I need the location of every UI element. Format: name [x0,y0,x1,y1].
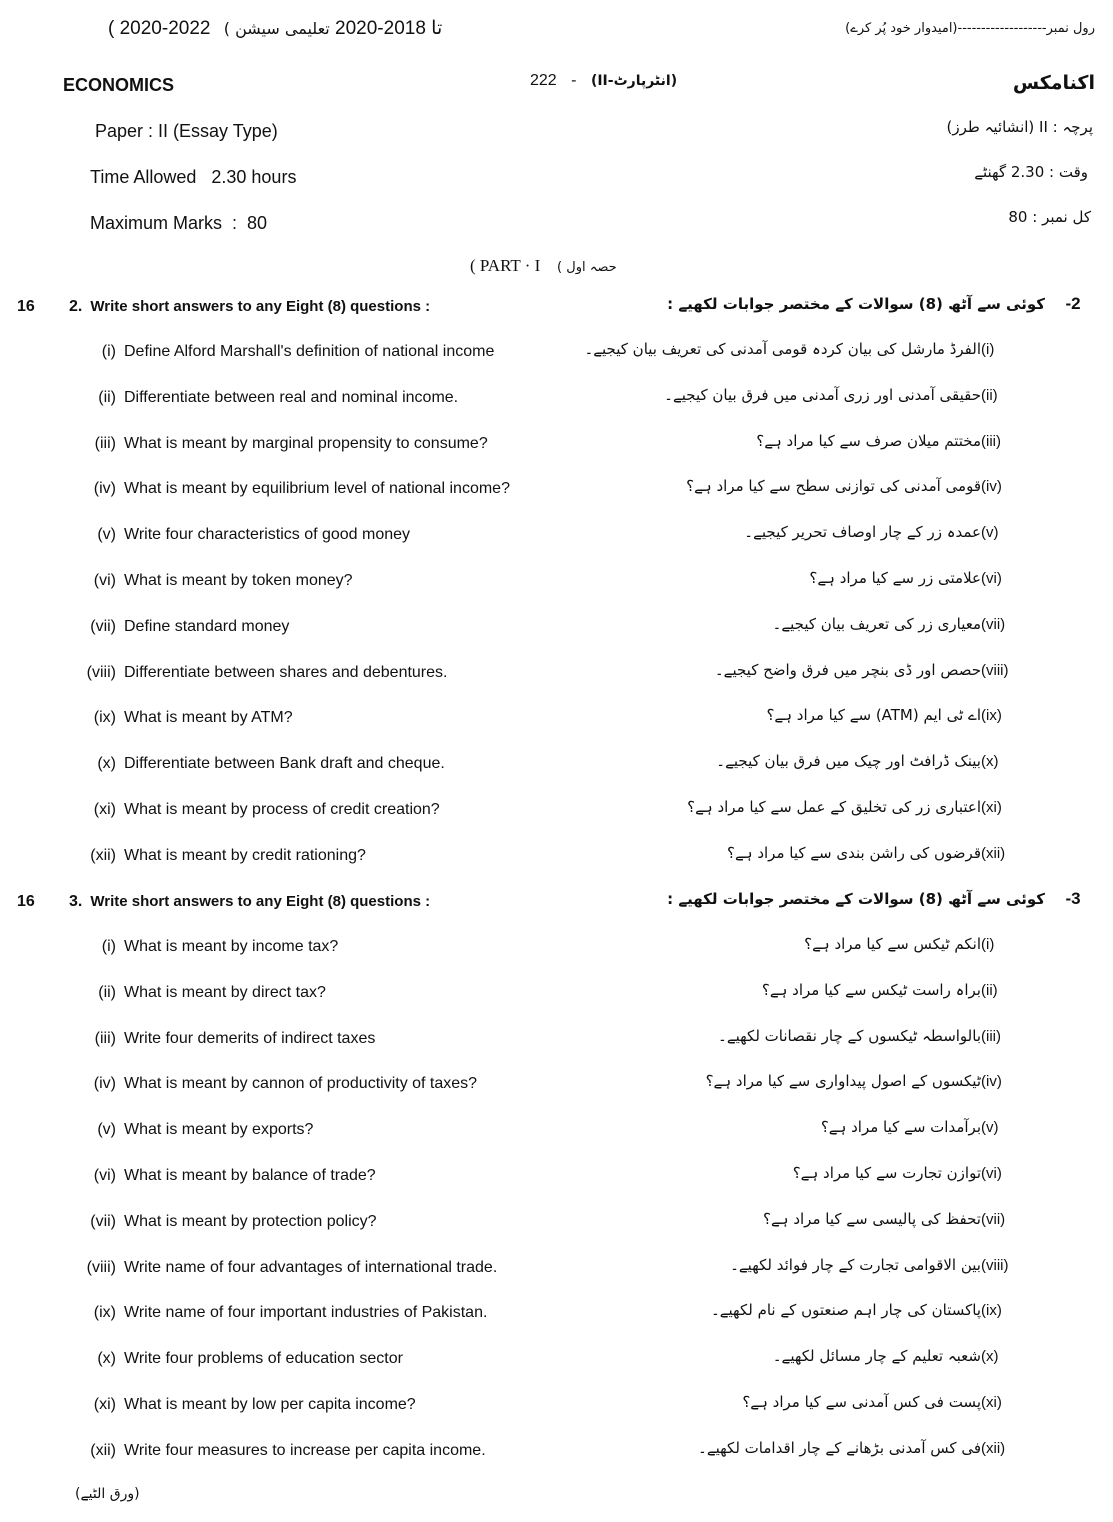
question-text-urdu: اے ٹی ایم (ATM) سے کیا مراد ہے؟ [766,706,981,724]
question-english [72,618,289,636]
question-text-urdu: انکم ٹیکس سے کیا مراد ہے؟ [804,935,981,953]
question-urdu [686,477,1031,495]
question-number-urdu: (i) [981,936,995,953]
question-number: (iv) [93,480,116,497]
question-urdu [773,615,1031,633]
question-number: (vi) [93,572,116,589]
question-text: Write name of four important industries of Pakistan. [124,1304,488,1321]
question-urdu [756,432,1031,450]
question-text-urdu: بالواسطہ ٹیکسوں کے چار نقصانات لکھیے۔ [718,1027,981,1045]
question-number-urdu: (viii) [981,662,1009,679]
dash: - [571,72,577,89]
question-number: (x) [97,1350,116,1367]
question-number: (x) [97,755,116,772]
question-text-urdu: بین الاقوامی تجارت کے چار فوائد لکھیے۔ [730,1256,981,1274]
question-text-urdu: علامتی زر سے کیا مراد ہے؟ [809,569,981,587]
question-english [72,389,458,407]
question-urdu [711,1301,1031,1319]
question-english [72,801,440,819]
question-text: Differentiate between Bank draft and cheque. [124,755,445,772]
question-text: What is meant by token money? [124,572,353,589]
question-urdu [730,1256,1031,1274]
question-english [72,572,353,590]
question-urdu [766,706,1031,724]
question-number-urdu: (ix) [981,707,1002,724]
question-text-urdu: توازن تجارت سے کیا مراد ہے؟ [792,1164,981,1182]
question-number-urdu: (vii) [981,1211,1006,1228]
question-text: What is meant by credit rationing? [124,847,366,864]
question-number: (vi) [93,1167,116,1184]
question-urdu [793,1164,1031,1182]
question-urdu [804,935,1031,953]
question-english [72,435,488,453]
question-text: What is meant by low per capita income? [124,1396,416,1413]
question-number: (ii) [98,984,116,1001]
question-number-urdu: (iv) [981,1073,1002,1090]
question-text: What is meant by marginal propensity to consume? [124,435,488,452]
part-heading-english: ( PART · I [470,256,541,275]
question-urdu [763,1210,1031,1228]
question-english [72,1304,487,1322]
section-heading-urdu [667,294,1101,314]
question-number-urdu: (ix) [981,1302,1002,1319]
question-english [72,526,410,544]
question-urdu [706,1072,1031,1090]
section-number-urdu: -2 [1065,294,1081,313]
question-text-urdu: پاکستان کی چار اہم صنعتوں کے نام لکھیے۔ [710,1301,981,1319]
question-number: (xi) [93,1396,116,1413]
question-number: (xii) [90,847,116,864]
question-text: What is meant by process of credit creation? [124,801,440,818]
question-urdu [821,1118,1031,1136]
question-text: Write four problems of education sector [124,1350,403,1367]
turn-over-note: (ورق الٹیے) [75,1486,140,1502]
question-text: What is meant by exports? [124,1121,314,1138]
question-text-urdu: شعبہ تعلیم کے چار مسائل لکھیے۔ [772,1347,981,1365]
question-english [72,847,366,865]
question-text: What is meant by ATM? [124,709,293,726]
question-urdu [698,1439,1031,1457]
question-number: (iv) [93,1075,116,1092]
question-number: (v) [97,1121,116,1138]
question-number: (xi) [93,801,116,818]
paper-code [530,72,677,90]
question-english [72,480,510,498]
question-text-urdu: فی کس آمدنی بڑھانے کے چار اقدامات لکھیے۔ [698,1439,981,1457]
question-text-urdu: بینک ڈرافٹ اور چیک میں فرق بیان کیجیے۔ [716,752,981,770]
question-number: (iii) [94,1030,116,1047]
question-number-urdu: (x) [981,753,999,770]
question-number-urdu: (vi) [981,1165,1002,1182]
question-text-urdu: ٹیکسوں کے اصول پیداواری سے کیا مراد ہے؟ [705,1072,981,1090]
question-english [72,1030,375,1048]
question-text-urdu: قرضوں کی راشن بندی سے کیا مراد ہے؟ [727,844,981,862]
question-text-urdu: عمدہ زر کے چار اوصاف تحریر کیجیے۔ [744,523,981,541]
question-urdu [687,798,1031,816]
question-text: What is meant by direct tax? [124,984,326,1001]
question-text-urdu: اعتباری زر کی تخلیق کے عمل سے کیا مراد ہے؟ [687,798,981,816]
question-text: Write name of four advantages of international trade. [124,1259,498,1276]
question-text-urdu: برآمدات سے کیا مراد ہے؟ [820,1118,981,1136]
question-urdu [809,569,1031,587]
question-english [72,1121,313,1139]
question-text-urdu: مختتم میلان صرف سے کیا مراد ہے؟ [756,432,981,450]
question-number: (v) [97,526,116,543]
question-urdu [715,661,1031,679]
section-instruction-urdu: کوئی سے آٹھ (8) سوالات کے مختصر جوابات لکھیے : [667,890,1045,908]
question-number-urdu: (v) [981,1119,999,1136]
section-instruction: Write short answers to any Eight (8) questions : [90,893,431,910]
question-urdu [742,1393,1031,1411]
question-urdu [727,844,1031,862]
question-english [72,709,293,727]
paper-type-english: Paper : II (Essay Type) [95,121,278,141]
question-number-urdu: (xi) [981,799,1002,816]
maximum-marks-english: Maximum Marks : 80 [90,213,268,233]
question-english [72,1213,377,1231]
paper-type-urdu: پرچہ : II (انشائیہ طرز) [946,118,1093,136]
roll-number-field: رول نمبر-------------------(امیدوار خود پُر کرے) [845,21,1095,36]
question-number-urdu: (xii) [981,845,1006,862]
question-number-urdu: (i) [981,341,995,358]
question-number-urdu: (v) [981,524,999,541]
question-urdu [744,523,1031,541]
question-urdu [716,752,1031,770]
session-label-urdu: تعلیمی سیشن ) [223,19,330,38]
question-text: Write four characteristics of good money [124,526,411,543]
question-number: (vii) [90,1213,116,1230]
question-number-urdu: (ii) [981,982,998,999]
question-number: (vii) [90,618,116,635]
question-english [72,1396,416,1414]
question-english [72,1350,403,1368]
question-text: Write four demerits of indirect taxes [124,1030,376,1047]
section-marks: 16 [17,298,35,315]
section-instruction-urdu: کوئی سے آٹھ (8) سوالات کے مختصر جوابات لکھیے : [667,295,1045,313]
question-text-urdu: حقیقی آمدنی اور زری آمدنی میں فرق بیان کیجیے۔ [664,386,981,404]
section-heading-urdu [667,889,1101,909]
subject-english: ECONOMICS [63,75,175,95]
question-english [72,1075,477,1093]
section-number: 2. [69,298,83,315]
section-number: 3. [69,893,83,910]
question-english [72,1167,376,1185]
question-number: (ix) [93,1304,116,1321]
time-allowed-english: Time Allowed 2.30 hours [90,167,297,187]
question-text: Write four measures to increase per capita income. [124,1442,486,1459]
question-text: What is meant by cannon of productivity of taxes? [124,1075,478,1092]
section-instruction: Write short answers to any Eight (8) questions : [90,298,431,315]
question-number-urdu: (vii) [981,616,1006,633]
section-marks: 16 [17,893,35,910]
session-years: ( 2020-2022 تا 2018-2020 [108,18,443,39]
question-text-urdu: تحفظ کی پالیسی سے کیا مراد ہے؟ [763,1210,981,1228]
question-number: (iii) [94,435,116,452]
question-urdu [773,1347,1031,1365]
question-number-urdu: (viii) [981,1257,1009,1274]
question-text: What is meant by balance of trade? [124,1167,376,1184]
question-text-urdu: معیاری زر کی تعریف بیان کیجیے۔ [772,615,981,633]
question-english [72,755,445,773]
session-line [108,17,442,40]
part-heading [470,256,617,276]
question-urdu [762,981,1031,999]
question-text: Differentiate between shares and debentures. [124,664,448,681]
question-urdu [664,386,1031,404]
question-number-urdu: (xi) [981,1394,1002,1411]
question-text: What is meant by equilibrium level of national income? [124,480,510,497]
question-number-urdu: (iii) [981,433,1001,450]
question-number: (viii) [86,1259,116,1276]
question-text-urdu: قومی آمدنی کی توازنی سطح سے کیا مراد ہے؟ [686,477,981,495]
question-text-urdu: حصص اور ڈی بنچر میں فرق واضح کیجیے۔ [714,661,981,679]
paper-code-number: 222 [530,72,557,89]
question-english [72,984,326,1002]
question-text-urdu: براہ راست ٹیکس سے کیا مراد ہے؟ [761,981,981,999]
question-text: Differentiate between real and nominal income. [124,389,459,406]
section-number-urdu: -3 [1065,889,1081,908]
question-english [72,938,338,956]
section-heading-english [17,298,430,316]
subject-urdu: اکنامکس [1012,72,1095,94]
question-urdu [718,1027,1031,1045]
question-number: (ix) [93,709,116,726]
question-number: (i) [101,938,116,955]
question-urdu [584,340,1031,358]
question-number-urdu: (iii) [981,1028,1001,1045]
part-heading-urdu: حصہ اول ) [557,260,617,275]
question-number-urdu: (iv) [981,478,1002,495]
question-number-urdu: (ii) [981,387,998,404]
question-number: (viii) [86,664,116,681]
question-number-urdu: (x) [981,1348,999,1365]
inter-part-label: (انٹرپارٹ-II) [590,73,678,89]
question-text-urdu: الفرڈ مارشل کی بیان کردہ قومی آمدنی کی تعریف بیان کیجیے۔ [584,340,981,358]
question-english [72,1259,497,1277]
question-number: (xii) [90,1442,116,1459]
section-heading-english [17,893,430,911]
maximum-marks-urdu: کل نمبر : 80 [1008,208,1091,226]
question-number: (ii) [98,389,116,406]
question-english [72,343,494,361]
question-text-urdu: پست فی کس آمدنی سے کیا مراد ہے؟ [742,1393,981,1411]
question-english [72,1442,486,1460]
time-allowed-urdu: وقت : 2.30 گھنٹے [974,163,1088,181]
question-number: (i) [101,343,116,360]
question-number-urdu: (xii) [981,1440,1006,1457]
question-text: Define Alford Marshall's definition of national income [124,343,495,360]
question-text: What is meant by protection policy? [124,1213,377,1230]
question-text: Define standard money [124,618,290,635]
question-text: What is meant by income tax? [124,938,339,955]
question-english [72,664,447,682]
question-number-urdu: (vi) [981,570,1002,587]
